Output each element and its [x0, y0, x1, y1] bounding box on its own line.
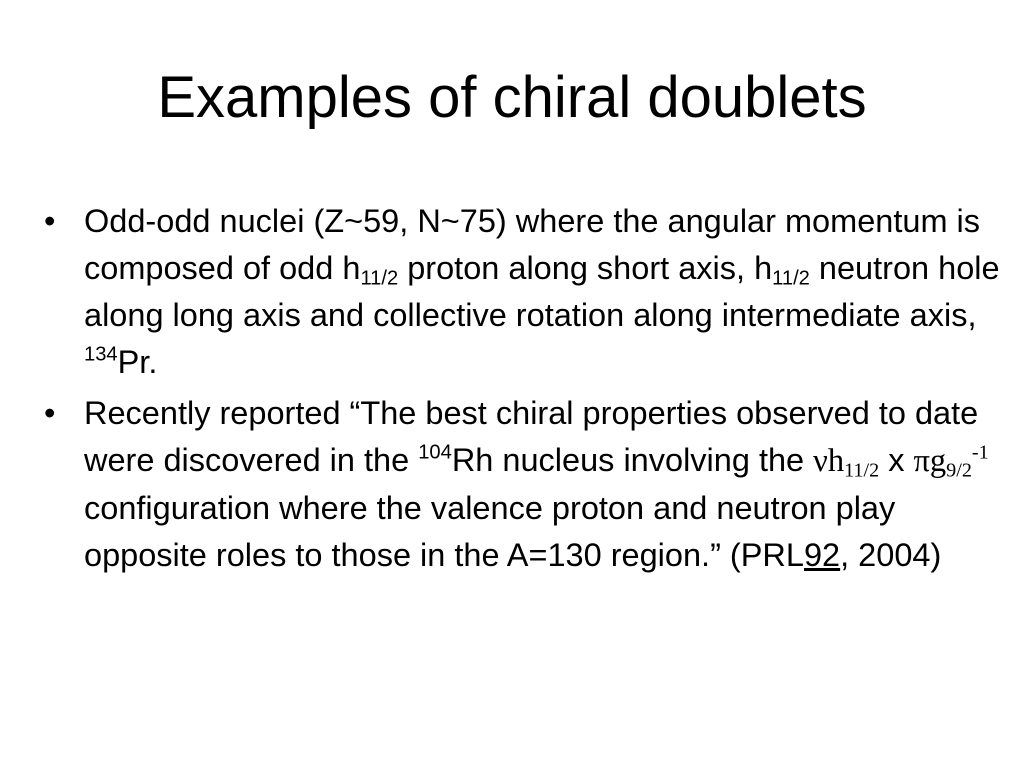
bullet2-volume-number: 92: [803, 537, 841, 573]
bullet2-subscript-2: 9/2: [946, 459, 972, 482]
slide-title: Examples of chiral doublets: [157, 65, 867, 130]
bullet-dot-icon: •: [44, 203, 56, 239]
bullet2-subscript-1: 11/2: [844, 459, 880, 482]
bullet2-superscript-inverse: -1: [971, 441, 989, 464]
bullet1-subscript-2: 11/2: [772, 267, 810, 290]
bullet1-text-2: proton along short axis, h: [398, 250, 773, 286]
bullet-dot-icon: •: [44, 395, 56, 431]
bullet2-text-2: Rh nucleus involving the: [451, 442, 814, 478]
bullet2-superscript-mass-number: 104: [418, 441, 452, 464]
bullet2-nu-h-symbol: νh: [813, 443, 845, 479]
bullet2-text-4: , 2004): [840, 537, 942, 573]
bullet2-pi-g-symbol: πg: [913, 443, 947, 479]
bullet1-text-1: Odd-odd nuclei (Z~59, N~75) where the angular momentum is composed of odd h: [84, 203, 981, 286]
bullet1-text-3: neutron hole along long axis and collective rotation along intermediate axis,: [84, 250, 1000, 333]
bullet-list: [40, 198, 1000, 583]
bullet-item-recent-report: [40, 390, 1000, 579]
bullet1-subscript-1: 11/2: [360, 267, 399, 290]
bullet1-superscript-mass-number: 134: [84, 343, 118, 366]
bullet1-text-4: Pr.: [117, 344, 158, 380]
bullet-item-odd-odd-nuclei: [40, 198, 1000, 386]
bullet2-text-1: Recently reported “The best chiral properties observed to date were discovered in the: [84, 395, 979, 478]
bullet2-text-3: configuration where the valence proton and neutron play opposite roles to those in the A=130 region.” (PRL: [84, 490, 896, 573]
bullet2-times-symbol: x: [879, 442, 914, 478]
